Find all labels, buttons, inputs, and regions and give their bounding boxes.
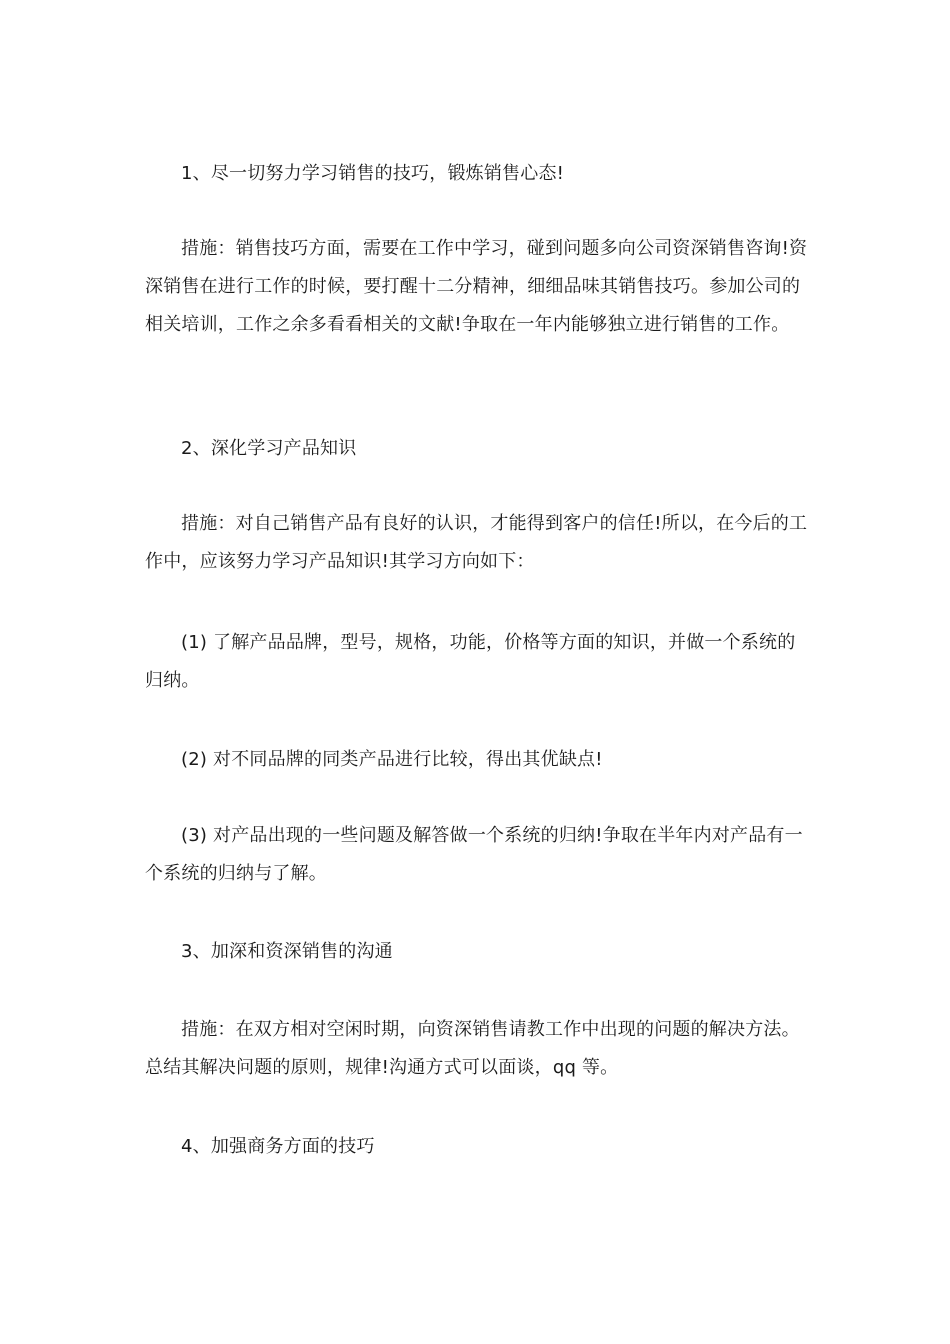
list-item-2: (2) 对不同品牌的同类产品进行比较，得出其优缺点!	[181, 749, 603, 770]
list-item-1: (1) 了解产品品牌，型号，规格，功能，价格等方面的知识，并做一个系统的归纳。	[145, 632, 796, 691]
heading-3-communication: 3、加深和资深销售的沟通	[181, 941, 393, 962]
list-item-3: (3) 对产品出现的一些问题及解答做一个系统的归纳!争取在半年内对产品有一个系统的归纳与了解。	[145, 825, 803, 884]
measure-paragraph-2: 措施：对自己销售产品有良好的认识，才能得到客户的信任!所以，在今后的工作中，应该努力学习产品知识!其学习方向如下：	[145, 513, 808, 572]
measure-paragraph-3: 措施：在双方相对空闲时期，向资深销售请教工作中出现的问题的解决方法。总结其解决问题的原则，规律!沟通方式可以面谈，qq 等。	[145, 1019, 800, 1078]
heading-1-sales-skills: 1、尽一切努力学习销售的技巧，锻炼销售心态!	[181, 163, 565, 184]
measure-paragraph-1: 措施：销售技巧方面，需要在工作中学习，碰到问题多向公司资深销售咨询!资深销售在进行工作的时候，要打醒十二分精神，细细品味其销售技巧。参加公司的相关培训，工作之余多看看相关的文献!争取在一年内能够独立进行销售的工作。	[145, 238, 808, 335]
heading-4-business-skills: 4、加强商务方面的技巧	[181, 1136, 375, 1157]
heading-2-product-knowledge: 2、深化学习产品知识	[181, 438, 357, 459]
